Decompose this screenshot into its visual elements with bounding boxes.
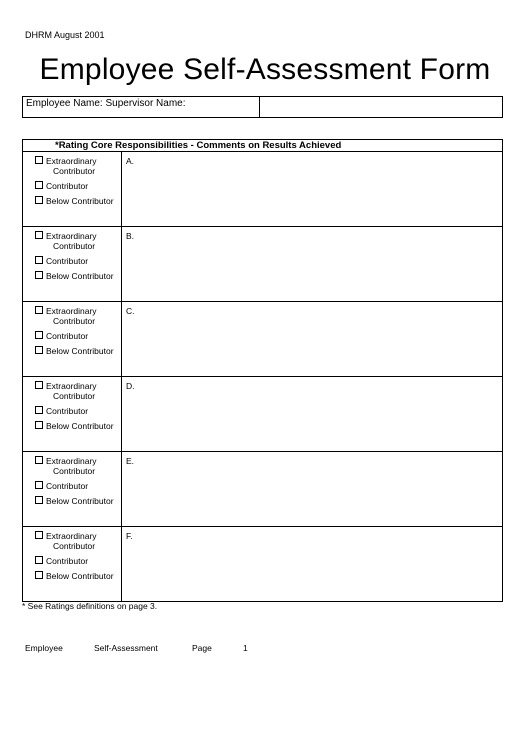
comment-cell[interactable] [122,152,502,226]
rating-options [23,452,122,526]
checkbox-contributor[interactable] [35,331,43,339]
option-label: Below Contributor [46,196,114,206]
rating-row [23,152,502,227]
option-extraordinary[interactable] [35,231,121,251]
footer-page-label: Page [192,643,212,653]
option-extraordinary[interactable] [35,306,121,326]
comment-cell[interactable] [122,302,502,376]
option-below-contributor[interactable] [35,421,121,431]
option-label: Below Contributor [46,571,114,581]
option-extraordinary[interactable] [35,456,121,476]
checkbox-below-contributor[interactable] [35,196,43,204]
rating-options [23,527,122,601]
checkbox-contributor[interactable] [35,181,43,189]
checkbox-extraordinary[interactable] [35,531,43,539]
option-label: Contributor [46,256,89,266]
row-letter: D. [126,381,135,391]
option-label: Below Contributor [46,421,114,431]
checkbox-contributor[interactable] [35,556,43,564]
checkbox-below-contributor[interactable] [35,496,43,504]
option-below-contributor[interactable] [35,496,121,506]
option-contributor[interactable] [35,481,121,491]
option-extraordinary[interactable] [35,156,121,176]
rating-options [23,302,122,376]
row-letter: F. [126,531,133,541]
comment-cell[interactable] [122,227,502,301]
option-label: Extraordinary Contributor [46,231,97,251]
checkbox-below-contributor[interactable] [35,271,43,279]
row-letter: C. [126,306,135,316]
option-below-contributor[interactable] [35,271,121,281]
name-value-field[interactable] [260,97,502,117]
option-label: Extraordinary Contributor [46,456,97,476]
footer-page-number: 1 [243,643,248,653]
row-letter: B. [126,231,135,241]
checkbox-contributor[interactable] [35,406,43,414]
footnote: * See Ratings definitions on page 3. [22,601,158,611]
footer-employee: Employee [25,643,63,653]
footer-self-assessment: Self-Assessment [94,643,158,653]
name-label: Employee Name: Supervisor Name: [23,97,260,117]
option-label: Extraordinary Contributor [46,156,97,176]
checkbox-extraordinary[interactable] [35,156,43,164]
checkbox-contributor[interactable] [35,256,43,264]
checkbox-extraordinary[interactable] [35,381,43,389]
option-below-contributor[interactable] [35,196,121,206]
rating-options [23,377,122,451]
option-contributor[interactable] [35,181,121,191]
rating-options [23,227,122,301]
rating-table-header: *Rating Core Responsibilities - Comments on Results Achieved [23,140,502,152]
option-contributor[interactable] [35,331,121,341]
comment-cell[interactable] [122,377,502,451]
option-contributor[interactable] [35,406,121,416]
option-label: Contributor [46,556,89,566]
rating-row [23,302,502,377]
option-below-contributor[interactable] [35,346,121,356]
option-extraordinary[interactable] [35,531,121,551]
rating-row [23,227,502,302]
checkbox-below-contributor[interactable] [35,421,43,429]
option-label: Below Contributor [46,271,114,281]
checkbox-extraordinary[interactable] [35,231,43,239]
name-row [22,96,503,118]
checkbox-below-contributor[interactable] [35,346,43,354]
option-label: Below Contributor [46,496,114,506]
option-label: Extraordinary Contributor [46,381,97,401]
rating-table [22,139,503,602]
option-label: Contributor [46,481,89,491]
form-code: DHRM August 2001 [25,30,105,40]
row-letter: A. [126,156,135,166]
option-contributor[interactable] [35,256,121,266]
rating-row [23,527,502,602]
rating-options [23,152,122,226]
page-title: Employee Self-Assessment Form [39,53,491,86]
checkbox-extraordinary[interactable] [35,306,43,314]
comment-cell[interactable] [122,452,502,526]
row-letter: E. [126,456,135,466]
option-extraordinary[interactable] [35,381,121,401]
checkbox-contributor[interactable] [35,481,43,489]
option-label: Contributor [46,181,89,191]
option-label: Below Contributor [46,346,114,356]
option-contributor[interactable] [35,556,121,566]
rating-row [23,452,502,527]
option-label: Extraordinary Contributor [46,306,97,326]
option-label: Contributor [46,406,89,416]
option-below-contributor[interactable] [35,571,121,581]
checkbox-below-contributor[interactable] [35,571,43,579]
checkbox-extraordinary[interactable] [35,456,43,464]
option-label: Extraordinary Contributor [46,531,97,551]
rating-row [23,377,502,452]
option-label: Contributor [46,331,89,341]
comment-cell[interactable] [122,527,502,601]
